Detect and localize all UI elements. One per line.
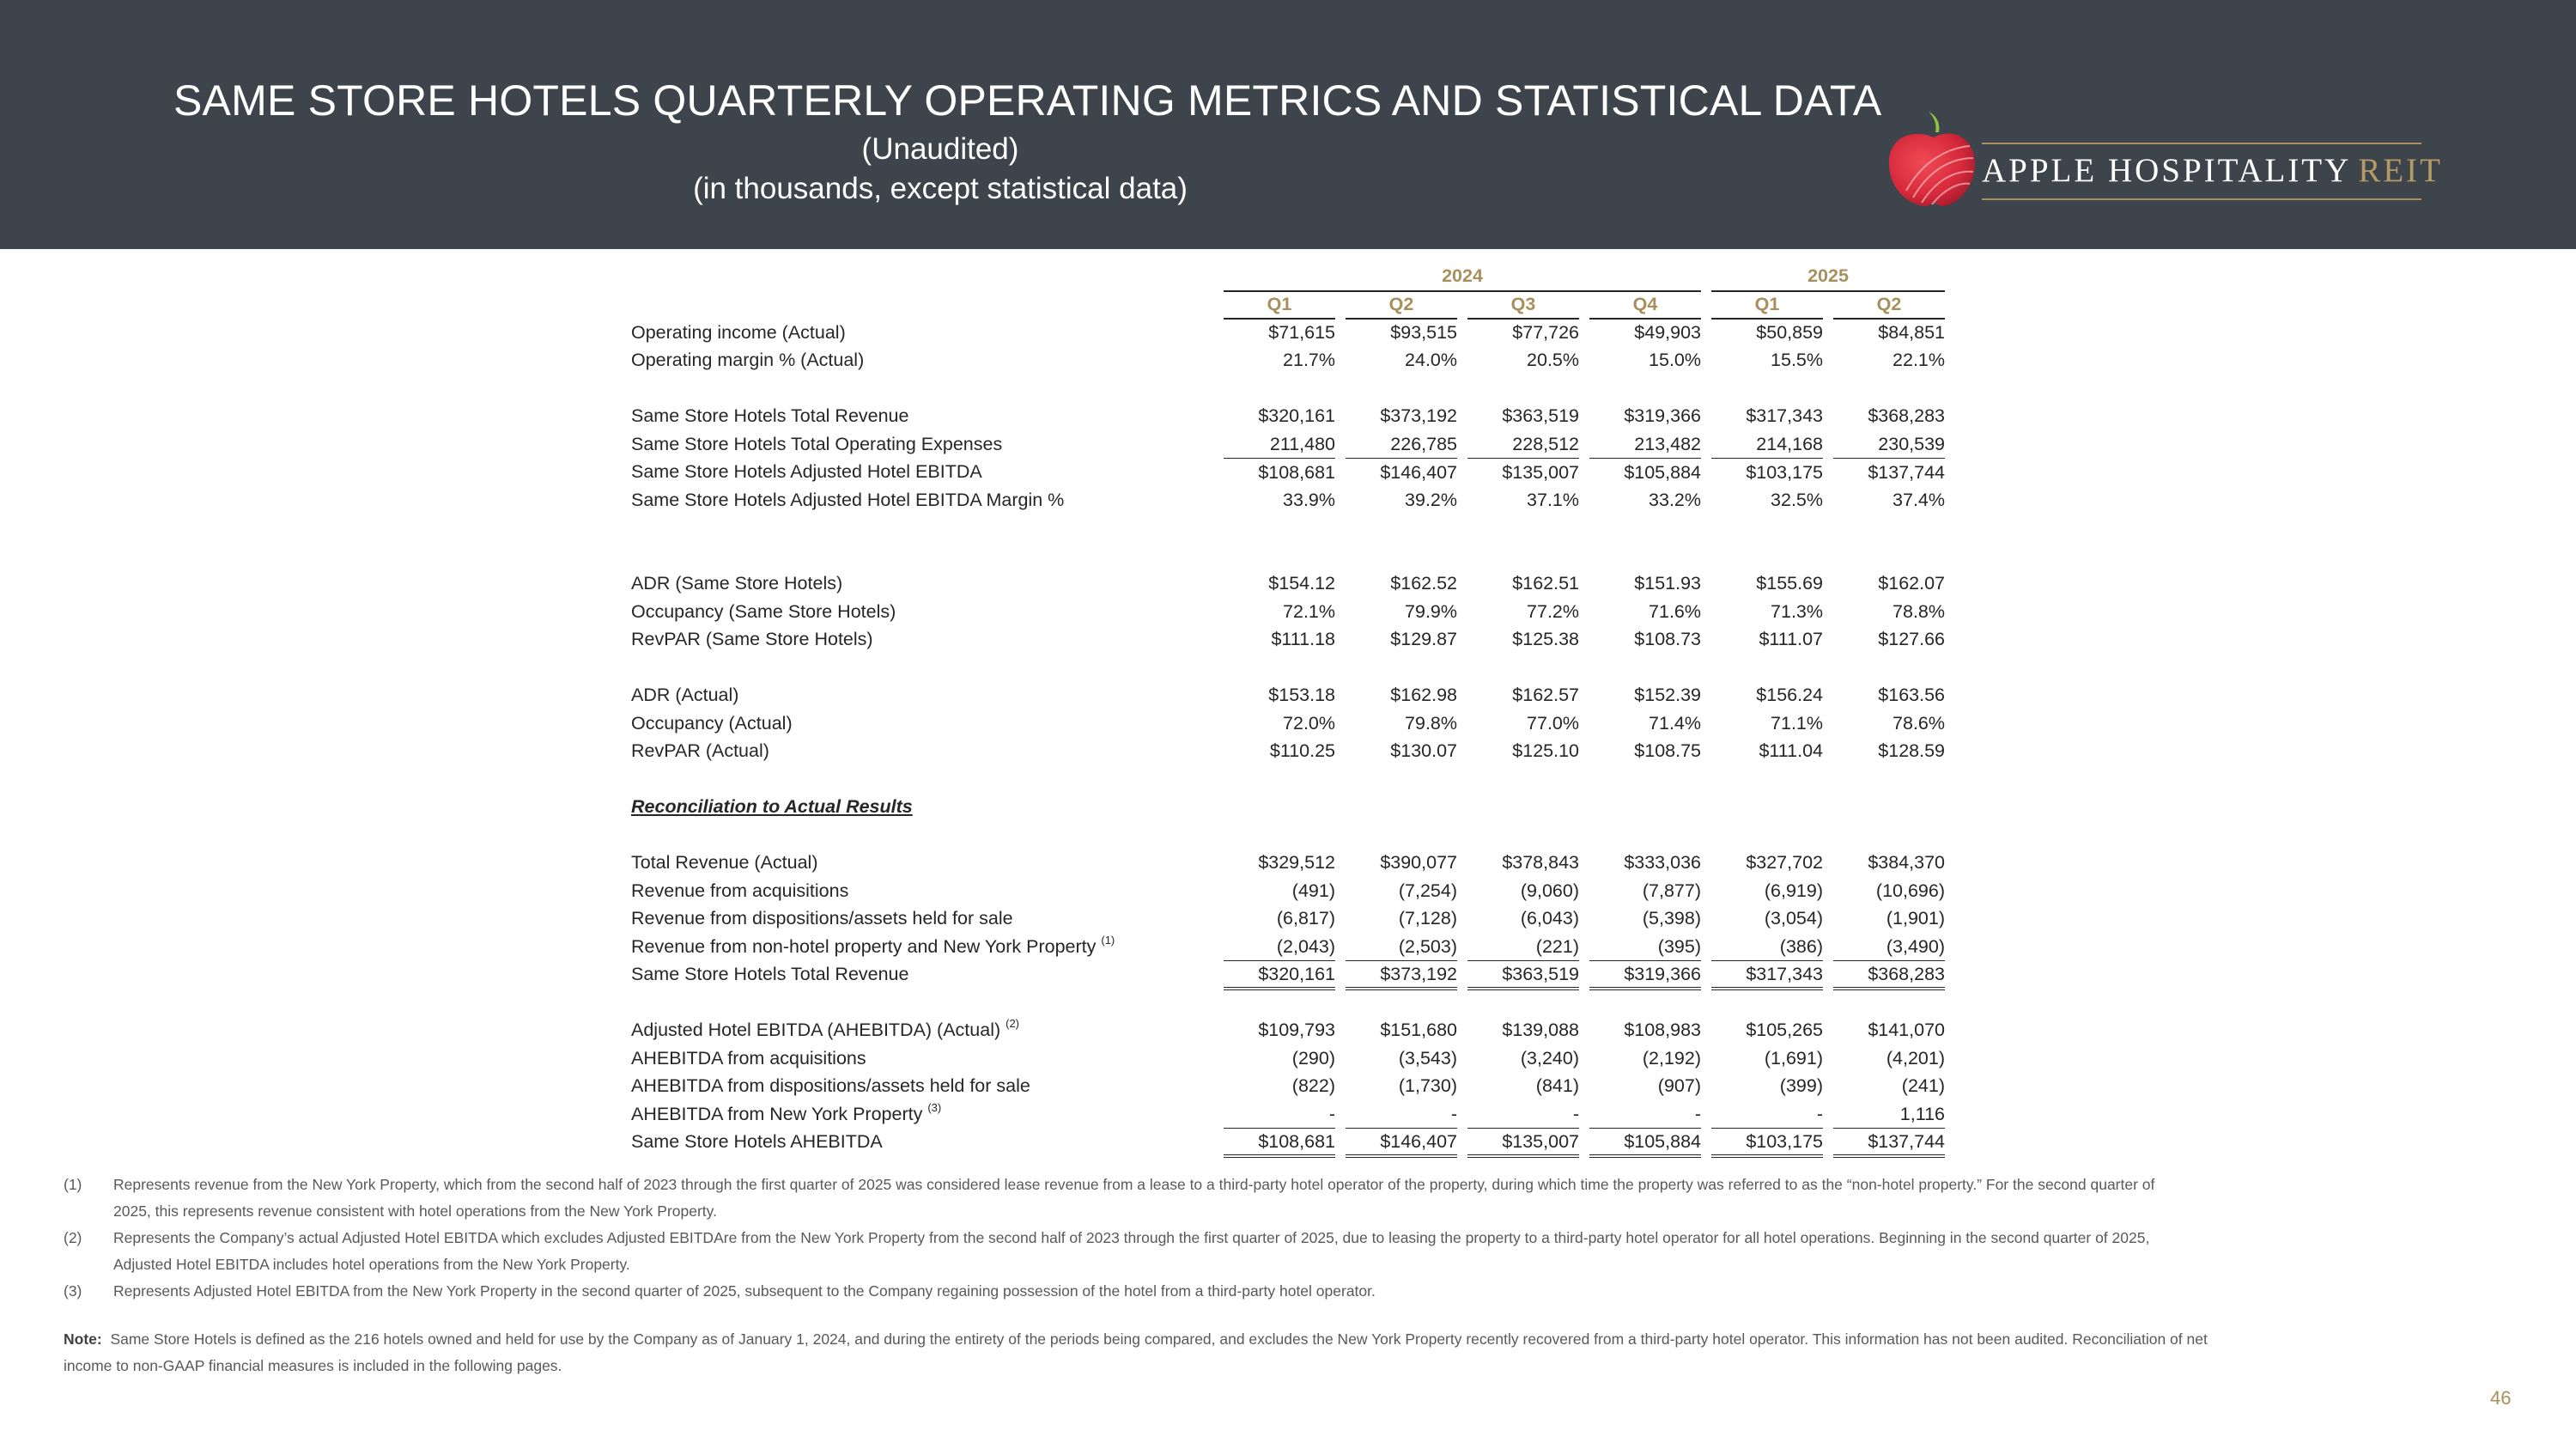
table-cell: (1,691) (1764, 1047, 1823, 1068)
footnote-line: 2025, this represents revenue consistent with hotel operations from the New York Property. (113, 1202, 717, 1220)
table-cell: $390,077 (1380, 852, 1457, 874)
table-cell: (3,054) (1764, 908, 1823, 929)
table-cell: $162.57 (1512, 685, 1579, 706)
footnote-number: (1) (64, 1176, 82, 1193)
table-cell: $378,843 (1502, 852, 1579, 874)
table-cell: 1,116 (1833, 1100, 1945, 1129)
apple-logo-icon (1880, 108, 1984, 211)
row-label: Occupancy (Same Store Hotels) (631, 600, 896, 622)
table-cell: $146,407 (1346, 1129, 1457, 1157)
company-logo (1880, 103, 2443, 215)
table-cell: 230,539 (1833, 430, 1945, 459)
table-cell: $162.98 (1390, 685, 1457, 706)
table-cell: 211,480 (1224, 430, 1335, 459)
table-cell: $317,343 (1711, 961, 1823, 989)
table-cell: (841) (1535, 1075, 1579, 1097)
logo-wordmark (1982, 151, 2443, 190)
table-cell: $327,702 (1746, 852, 1823, 874)
logo-rule-bottom (1982, 198, 2421, 200)
row-label: Same Store Hotels Adjusted Hotel EBITDA (631, 461, 982, 483)
quarter-header: Q1 (1711, 291, 1823, 320)
table-cell: (7,254) (1398, 880, 1457, 901)
table-cell: $363,519 (1467, 961, 1579, 989)
table-row (625, 738, 1951, 766)
table-row (625, 961, 1951, 989)
table-cell: 214,168 (1711, 430, 1823, 459)
table-cell: 77.2% (1527, 600, 1579, 622)
table-cell: (2,192) (1642, 1047, 1701, 1068)
table-cell: (491) (1291, 880, 1335, 901)
table-row (625, 1017, 1951, 1045)
footnote-line: Represents the Company’s actual Adjusted Hotel EBITDA which excludes Adjusted EBITDAre from the New York Property from the second half of 2023 through the first quarter of 2025, due to leasing the property to a third-party hotel operator for all hotel operations. Beginning in the second quarter of 2025, (113, 1229, 2150, 1246)
table-cell: $49,903 (1634, 322, 1701, 344)
table-cell: $108,681 (1224, 1129, 1335, 1157)
table-row (625, 933, 1951, 961)
row-label: Operating margin % (Actual) (631, 350, 865, 371)
quarter-header: Q2 (1346, 291, 1457, 320)
table-cell: 32.5% (1771, 489, 1823, 510)
table-cell: $103,175 (1711, 1129, 1823, 1157)
table-row (625, 1073, 1951, 1101)
quarter-header-row (625, 291, 1951, 320)
table-cell: $111.07 (1759, 629, 1823, 650)
table-cell: $125.10 (1512, 740, 1579, 762)
table-cell: (5,398) (1642, 908, 1701, 929)
table-cell: 72.1% (1283, 600, 1335, 622)
table-cell: $156.24 (1756, 685, 1823, 706)
table-cell: 226,785 (1346, 430, 1457, 459)
table-cell: 71.6% (1649, 600, 1701, 622)
table-row (625, 1044, 1951, 1073)
operating-metrics-table (625, 263, 1951, 1158)
logo-name: APPLE HOSPITALITY (1982, 152, 2352, 189)
table-cell: 71.3% (1771, 600, 1823, 622)
table-cell: 24.0% (1405, 350, 1457, 371)
table-cell: 15.0% (1649, 350, 1701, 371)
table-cell: $111.18 (1271, 629, 1335, 650)
table-cell: $128.59 (1878, 740, 1945, 762)
table-cell: $127.66 (1878, 629, 1945, 650)
table-cell: (6,043) (1520, 908, 1579, 929)
table-cell: - (1467, 1100, 1579, 1129)
row-label: Revenue from non-hotel property and New York Property (631, 935, 1097, 957)
table-row (625, 598, 1951, 626)
spacer-row (625, 765, 1951, 794)
table-cell: $155.69 (1756, 573, 1823, 594)
table-cell: $317,343 (1746, 405, 1823, 427)
footnote-ref: (2) (1005, 1017, 1020, 1031)
quarter-header: Q1 (1224, 291, 1335, 320)
table-cell: $151,680 (1380, 1020, 1457, 1041)
table-cell: $141,070 (1868, 1020, 1945, 1041)
note-label: Note: (64, 1330, 102, 1348)
table-row (625, 319, 1951, 347)
footnote-ref: (3) (927, 1100, 942, 1114)
table-cell: (3,240) (1520, 1047, 1579, 1068)
table-cell: 21.7% (1283, 350, 1335, 371)
table-row (625, 430, 1951, 459)
table-cell: 77.0% (1527, 712, 1579, 734)
table-row (625, 403, 1951, 431)
page-number: 46 (2490, 1387, 2512, 1409)
row-label: Operating income (Actual) (631, 321, 846, 343)
table-cell: (399) (1779, 1075, 1823, 1097)
table-cell: (2,503) (1346, 933, 1457, 961)
table-cell: (4,201) (1886, 1047, 1945, 1068)
table-cell: $103,175 (1746, 461, 1823, 483)
table-cell: (7,128) (1398, 908, 1457, 929)
table-cell: (386) (1711, 933, 1823, 961)
table-cell: $105,265 (1746, 1020, 1823, 1041)
table-cell: $137,744 (1868, 461, 1945, 483)
table-cell: 20.5% (1527, 350, 1579, 371)
table-cell: $163.56 (1878, 685, 1945, 706)
table-cell: 22.1% (1893, 350, 1945, 371)
table-cell: 37.1% (1527, 489, 1579, 510)
table-cell: 71.1% (1771, 712, 1823, 734)
table-cell: 213,482 (1589, 430, 1701, 459)
table-cell: $108.75 (1634, 740, 1701, 762)
row-label: Same Store Hotels Total Operating Expenses (631, 433, 1003, 454)
table-cell: $77,726 (1512, 322, 1579, 344)
table-row (625, 459, 1951, 487)
table-cell: $135,007 (1502, 461, 1579, 483)
table-cell: $109,793 (1258, 1020, 1335, 1041)
table-cell: - (1589, 1100, 1701, 1129)
table-cell: (241) (1901, 1075, 1945, 1097)
table-cell: $105,884 (1624, 461, 1701, 483)
row-label: ADR (Same Store Hotels) (631, 573, 843, 594)
table-cell: $84,851 (1878, 322, 1945, 344)
table-cell: $320,161 (1224, 961, 1335, 989)
table-cell: 228,512 (1467, 430, 1579, 459)
row-label: Same Store Hotels Adjusted Hotel EBITDA Margin % (631, 489, 1065, 510)
table-cell: $152.39 (1634, 685, 1701, 706)
table-cell: $105,884 (1589, 1129, 1701, 1157)
table-cell: 79.8% (1405, 712, 1457, 734)
row-label: Occupancy (Actual) (631, 712, 793, 734)
table-cell: (7,877) (1642, 880, 1701, 901)
logo-rule-top (1982, 143, 2421, 144)
row-label: Same Store Hotels Total Revenue (631, 405, 909, 427)
table-cell: $111.04 (1759, 740, 1823, 762)
table-cell: $154.12 (1268, 573, 1335, 594)
table-cell: (395) (1589, 933, 1701, 961)
table-cell: $319,366 (1589, 961, 1701, 989)
table-cell: (822) (1291, 1075, 1335, 1097)
table-cell: (3,543) (1398, 1047, 1457, 1068)
table-cell: 72.0% (1283, 712, 1335, 734)
table-cell: $129.87 (1390, 629, 1457, 650)
table-row (625, 1129, 1951, 1157)
table-cell: $384,370 (1868, 852, 1945, 874)
row-label: Same Store Hotels Total Revenue (631, 964, 909, 985)
table-cell: 78.6% (1893, 712, 1945, 734)
row-label: Total Revenue (Actual) (631, 852, 818, 874)
row-label: Revenue from dispositions/assets held for sale (631, 908, 1013, 929)
table-cell: $333,036 (1624, 852, 1701, 874)
table-cell: $93,515 (1390, 322, 1457, 344)
table-row (625, 570, 1951, 599)
year-header-row (625, 263, 1951, 291)
table-cell: $50,859 (1756, 322, 1823, 344)
footnote-line: Represents revenue from the New York Property, which from the second half of 2023 through the first quarter of 2025 was considered lease revenue from a lease to a third-party hotel operator of the property, during which time the property was referred to as the “non-hotel property.” For the second quarter of (113, 1176, 2155, 1193)
table-row (625, 486, 1951, 514)
spacer-row (625, 374, 1951, 403)
table-cell: $368,283 (1868, 405, 1945, 427)
table-cell: (10,696) (1875, 880, 1945, 901)
row-label: Adjusted Hotel EBITDA (AHEBITDA) (Actual) (631, 1020, 1001, 1041)
table-row (625, 682, 1951, 710)
table-cell: 37.4% (1893, 489, 1945, 510)
note-text-line2: income to non-GAAP financial measures is included in the following pages. (64, 1357, 562, 1374)
table-cell: $162.51 (1512, 573, 1579, 594)
section-heading: Reconciliation to Actual Results (631, 796, 913, 818)
section-heading-row (625, 794, 1951, 822)
table-cell: $137,744 (1833, 1129, 1945, 1157)
table-cell: $130.07 (1390, 740, 1457, 762)
footnote-number: (2) (64, 1229, 82, 1246)
row-label: AHEBITDA from New York Property (631, 1103, 923, 1124)
table-cell: $373,192 (1346, 961, 1457, 989)
table-cell: 15.5% (1771, 350, 1823, 371)
table-cell: - (1346, 1100, 1457, 1129)
row-label: ADR (Actual) (631, 685, 739, 706)
quarter-header: Q3 (1467, 291, 1579, 320)
table-row (625, 905, 1951, 934)
table-cell: 71.4% (1649, 712, 1701, 734)
table-cell: $373,192 (1380, 405, 1457, 427)
note-text: Same Store Hotels is defined as the 216 hotels owned and held for use by the Company as of January 1, 2024, and during the entirety of the periods being compared, and excludes the New York Property recently recovered from a third-party hotel operator. This information has not been audited. Reconciliation of net (110, 1330, 2208, 1348)
table-cell: $110.25 (1269, 740, 1335, 762)
footnote-ref: (1) (1101, 933, 1115, 947)
spacer-row (625, 514, 1951, 543)
table-cell: $108,983 (1624, 1020, 1701, 1041)
table-cell: (1,901) (1886, 908, 1945, 929)
footnote-line: Represents Adjusted Hotel EBITDA from the New York Property in the second quarter of 2025, subsequent to the Company regaining possession of the hotel from a third-party hotel operator. (113, 1282, 1376, 1300)
table-cell: 33.2% (1649, 489, 1701, 510)
page-title: SAME STORE HOTELS QUARTERLY OPERATING METRICS AND STATISTICAL DATA (173, 76, 1882, 125)
spacer-row (625, 989, 1951, 1017)
table-cell: $135,007 (1467, 1129, 1579, 1157)
spacer-row (625, 821, 1951, 849)
table-cell: (1,730) (1398, 1075, 1457, 1097)
table-cell: 79.9% (1405, 600, 1457, 622)
spacer-row (625, 542, 1951, 570)
table-cell: (9,060) (1520, 880, 1579, 901)
row-label: Same Store Hotels AHEBITDA (631, 1131, 883, 1153)
quarter-header: Q2 (1833, 291, 1945, 320)
table-row (625, 1100, 1951, 1129)
table-row (625, 709, 1951, 738)
table-cell: $320,161 (1258, 405, 1335, 427)
header-banner (0, 0, 2576, 249)
table-cell: $329,512 (1258, 852, 1335, 874)
table-cell: $368,283 (1833, 961, 1945, 989)
table-cell: $125.38 (1512, 629, 1579, 650)
footnote-line: Adjusted Hotel EBITDA includes hotel operations from the New York Property. (113, 1256, 630, 1273)
table-row (625, 877, 1951, 905)
logo-reit: REIT (2358, 152, 2443, 189)
table-cell: $139,088 (1502, 1020, 1579, 1041)
table-cell: $319,366 (1624, 405, 1701, 427)
table-cell: (221) (1467, 933, 1579, 961)
table-cell: $153.18 (1268, 685, 1335, 706)
table-cell: - (1224, 1100, 1335, 1129)
subtitle-units: (in thousands, except statistical data) (693, 172, 1188, 205)
table-cell: 33.9% (1283, 489, 1335, 510)
row-label: AHEBITDA from acquisitions (631, 1047, 866, 1068)
year-2025: 2025 (1711, 263, 1945, 291)
table-row (625, 849, 1951, 878)
year-2024: 2024 (1224, 263, 1701, 291)
footnote-number: (3) (64, 1282, 82, 1300)
table-cell: (2,043) (1224, 933, 1335, 961)
table-cell: 39.2% (1405, 489, 1457, 510)
table-cell: $162.07 (1878, 573, 1945, 594)
table-cell: (3,490) (1833, 933, 1945, 961)
table-row (625, 347, 1951, 375)
table-cell: 78.8% (1893, 600, 1945, 622)
spacer-row (625, 654, 1951, 682)
table-cell: $146,407 (1380, 461, 1457, 483)
table-cell: (6,817) (1276, 908, 1335, 929)
table-cell: $151.93 (1634, 573, 1701, 594)
table-cell: $363,519 (1502, 405, 1579, 427)
table-cell: $162.52 (1390, 573, 1457, 594)
table-cell: - (1711, 1100, 1823, 1129)
table-cell: (907) (1657, 1075, 1701, 1097)
table-cell: (290) (1291, 1047, 1335, 1068)
table-row (625, 626, 1951, 654)
row-label: RevPAR (Same Store Hotels) (631, 629, 873, 650)
table-cell: $108,681 (1258, 461, 1335, 483)
table-cell: (6,919) (1764, 880, 1823, 901)
row-label: RevPAR (Actual) (631, 740, 769, 762)
quarter-header: Q4 (1589, 291, 1701, 320)
subtitle-unaudited: (Unaudited) (861, 132, 1019, 166)
note-block (64, 1326, 2554, 1379)
row-label: Revenue from acquisitions (631, 880, 849, 901)
table-cell: $108.73 (1634, 629, 1701, 650)
row-label: AHEBITDA from dispositions/assets held for sale (631, 1075, 1030, 1097)
table-cell: $71,615 (1268, 322, 1335, 344)
